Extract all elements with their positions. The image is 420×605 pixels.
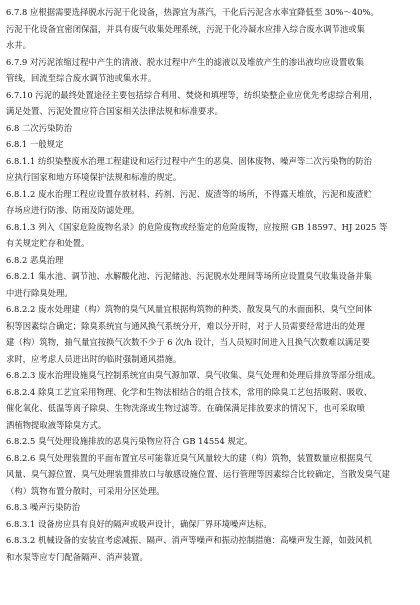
text-line: 6.7.9 对污泥浓缩过程中产生的清液、脱水过程中产生的滤液以及堆放产生的渗出液均应设置收集 [6,56,364,67]
text-line: 6.8.1.1 纺织染整废水治理工程建设和运行过程中产生的恶臭、固体废物、噪声等二次污染物的防治 [6,155,372,166]
text-line: 中进行除臭处理。 [6,287,73,298]
text-line: 6.8.2 恶臭治理 [6,254,64,265]
document-page [6,4,410,565]
text-line: 6.8.3.2 机械设备的安装宜考虑减振、隔声、消声等噪声和振动控制措施：高噪声发生源，如鼓风机 [6,535,372,545]
text-line: 管线，回流至综合废水调节池或集水井。 [6,73,157,83]
text-line: 风量、臭气源位置、臭气处理装置排放口与敏感设施位置、运行管理等因素综合比较确定，当散发臭气建 [6,469,390,479]
text-line: 催化氧化、低温等离子除臭、生物洗涤或生物过滤等。在确保满足排放要求的情况下，也可采取喷 [6,403,365,413]
text-line: 6.7.10 污泥的最终处置途径主要包括综合利用、焚烧和填埋等，纺织染整企业应优先考虑综合利用， [6,89,378,100]
text-line: 有关规定贮存和处置。 [6,238,90,248]
text-line: 污泥干化设备宜密闭保温，并具有废气收集处理系统，污泥干化冷凝水应排入综合废水调节池或集 [6,23,365,34]
text-line: 6.7.8 应根据需要选择脱水污泥干化设备，热源宜为蒸汽，干化后污泥含水率宜降低至 30%～40%。 [6,7,379,17]
text-line: 建（构）筑物，抽气量宜按换气次数不少于 6 次/h 设计，当人员短时间进入且换气次数难以满足要 [6,337,370,347]
text-line: 水井。 [6,40,32,50]
text-line: 洒植物提取液等除臭方式。 [6,419,107,430]
text-line: 6.8.1 一般规定 [6,139,64,149]
text-line: 应执行国家和地方环境保护法规和标准的规定。 [6,172,182,182]
text-line: 6.8.2.3 废水治理设施臭气控制系统宜由臭气源加罩、臭气收集、臭气处理和处理后排放等部分组成。 [6,370,381,380]
text-line: 6.8.1.3 列入《国家危险废物名录》的危险废物或经鉴定的危险废物，应按照 GB 18597、HJ 2025 等 [6,221,388,232]
text-line: 6.8.2.1 集水池、调节池、水解酸化池、污泥储池、污泥脱水处理间等场所应设置臭气收集设备并集 [6,271,372,281]
text-line: 存场应进行防渗、防雨及防滤处理。 [6,205,140,215]
text-line: 求时，应考虑人员进出时的临时强制通风措施。 [6,353,182,364]
text-line: 积等因素综合确定；除臭系统宜与通风换气系统分开，难以分开时，对于人员需要经常进出的处理 [6,320,365,331]
text-line: 6.8.2.6 臭气处理装置的平面布置宜尽可能靠近臭气风量较大的建（构）筑物，装置数量应根据臭气 [6,452,372,463]
text-line: 和水泵等应专门配备隔声、消声装置。 [6,551,148,562]
text-line: 6.8.3 噪声污染防治 [6,502,81,512]
text-line: （构）筑物布置分散时，可采用分区处理。 [6,485,165,496]
text-line: 6.8 二次污染防治 [6,122,73,133]
text-line: 6.8.2.2 废水处理建（构）筑物的臭气风量宜根据构筑物的种类、散发臭气的水面面积、臭气空间体 [6,304,372,314]
text-line: 6.8.1.2 废水治理工程应设置存放材料、药剂、污泥、废渣等的场所，不得露天堆放，污泥和废渣贮 [6,188,372,199]
text-line: 满足处置、污泥处置应符合国家相关法律法规和标准要求。 [6,106,224,116]
text-line: 6.8.3.1 设备房应具有良好的隔声或吸声设计，确保厂界环境噪声达标。 [6,518,272,529]
text-line: 6.8.2.4 除臭工艺宜采用物理、化学和生物法相结合的组合技术，常用的除臭工艺包括吸附、吸收、 [6,386,372,397]
text-line: 6.8.2.5 臭气处理设施排放的恶臭污染物应符合 GB 14554 规定。 [6,436,253,446]
